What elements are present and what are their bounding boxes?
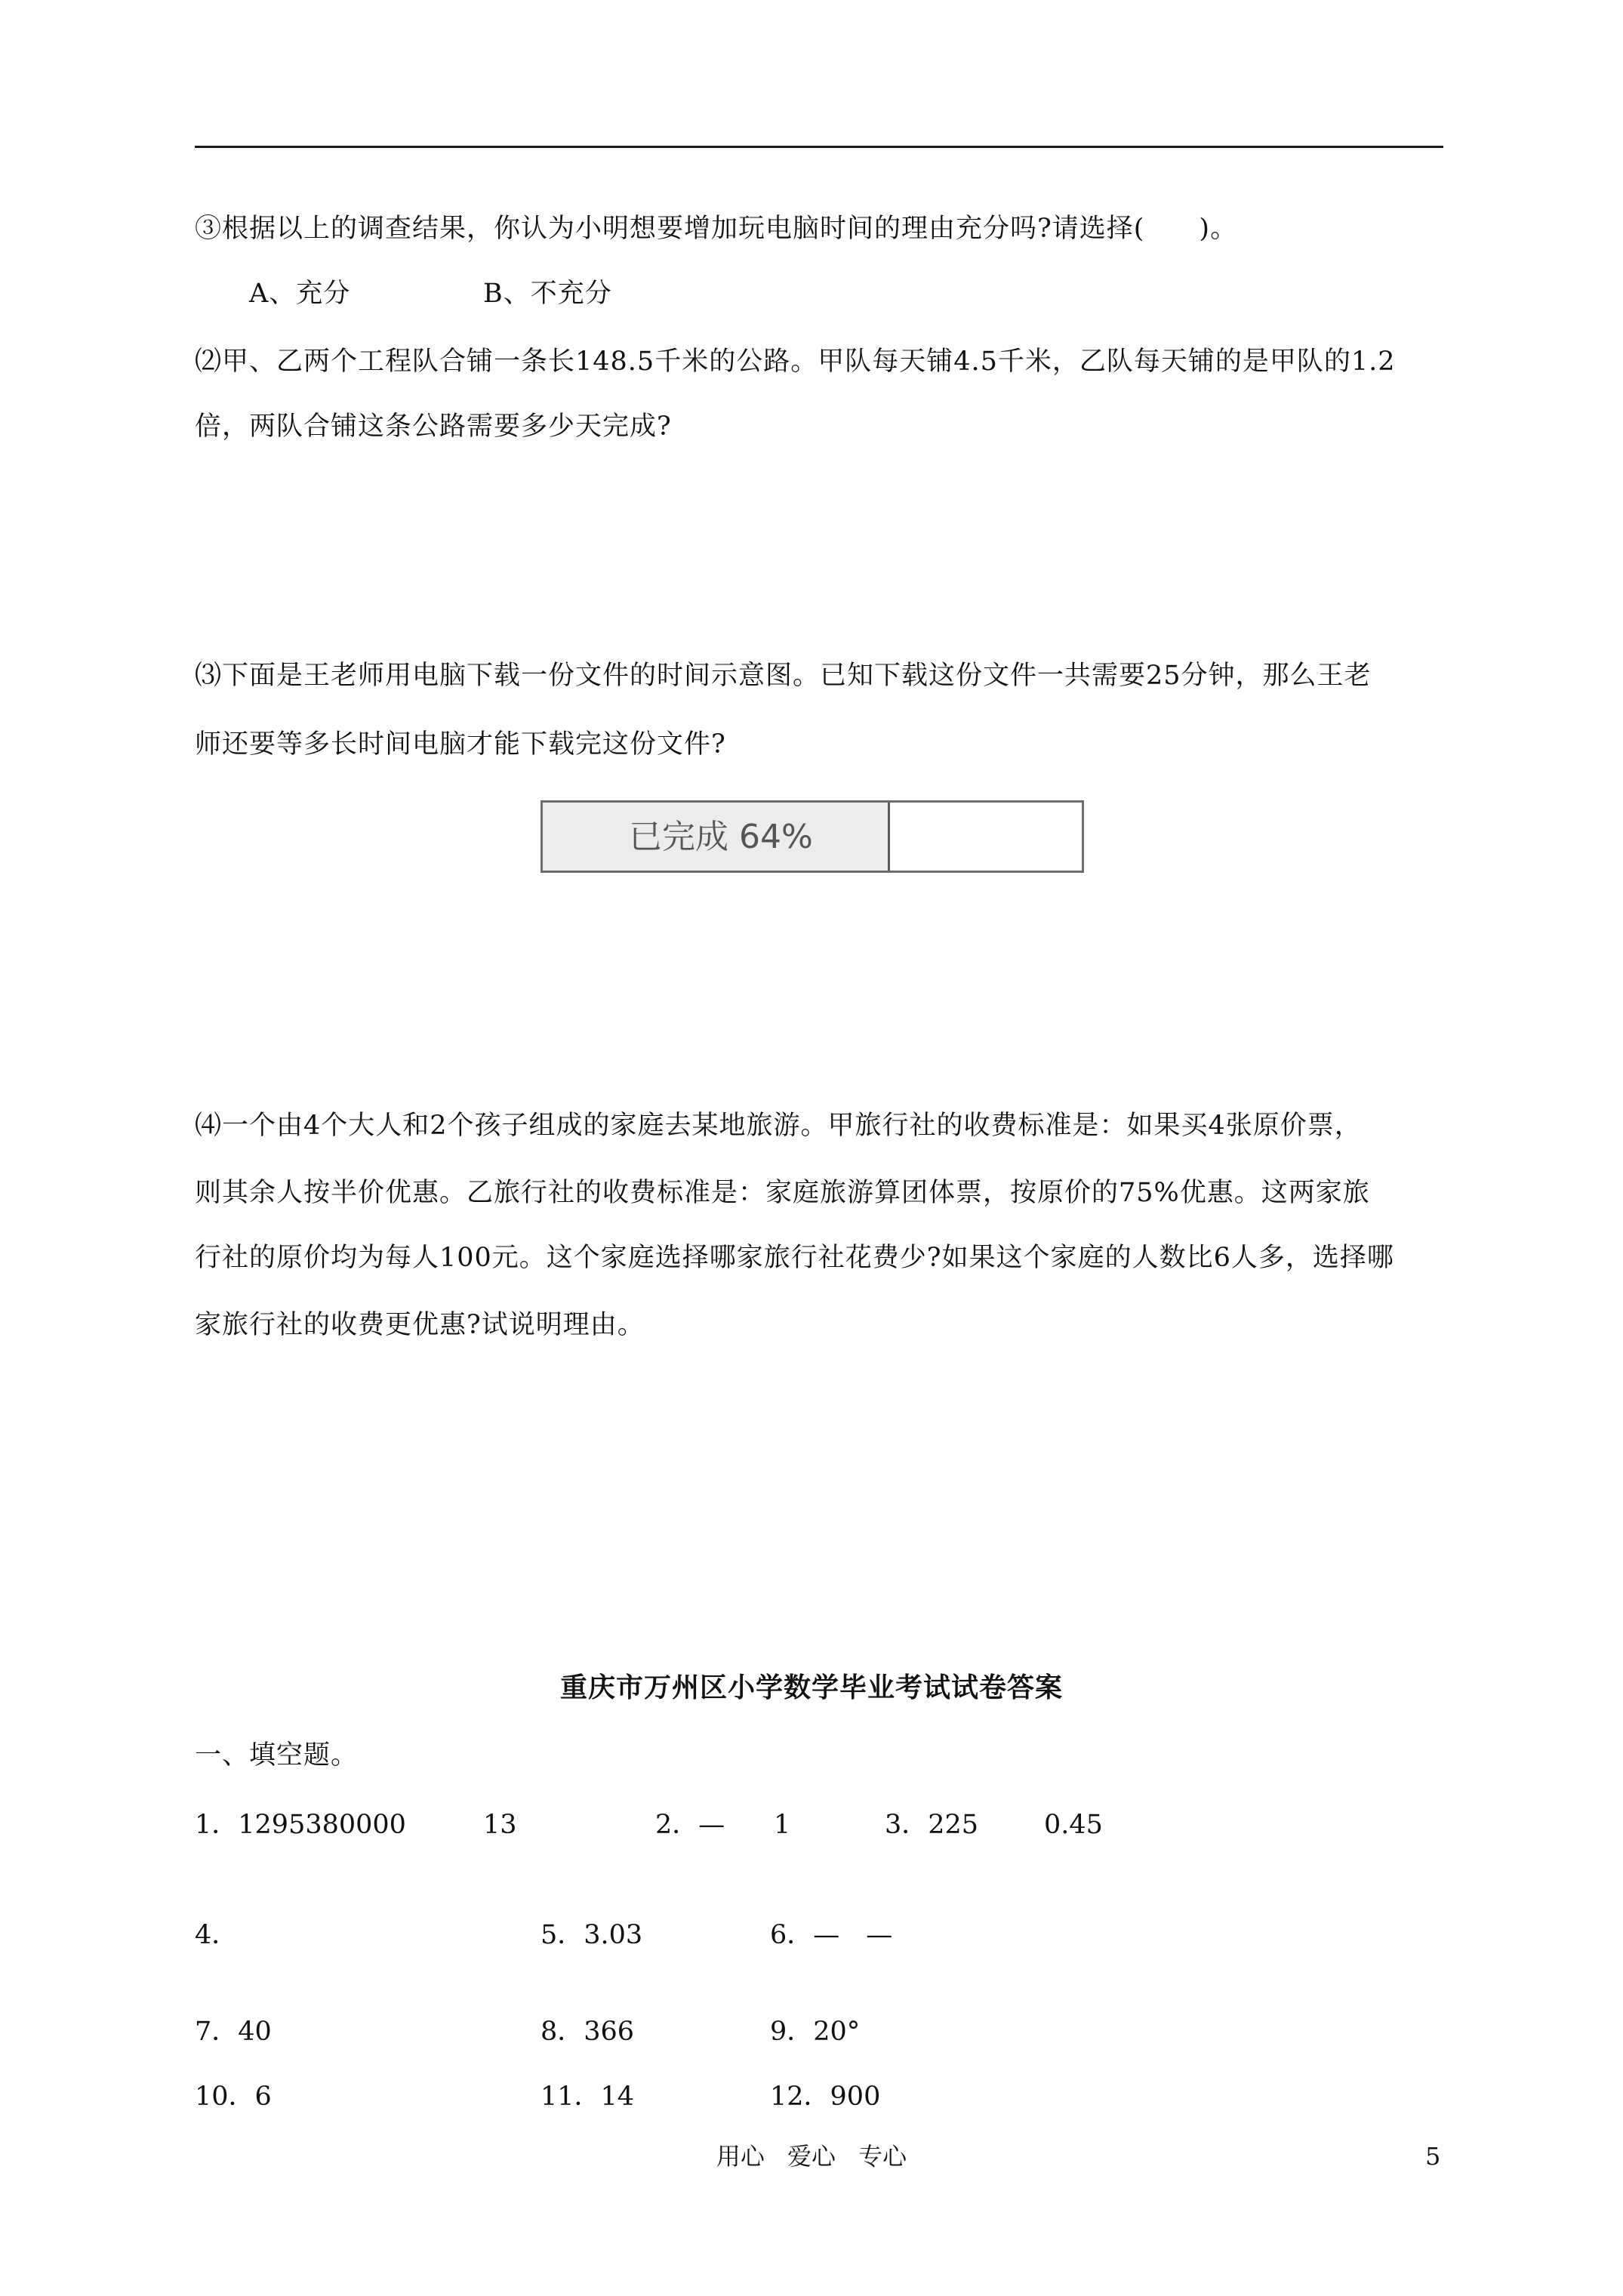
question-4-line-2: 则其余人按半价优惠。乙旅行社的收费标准是：家庭旅游算团体票，按原价的75%优惠。这两家旅 — [195, 1178, 1370, 1208]
answer-10: 10．6 — [195, 2082, 272, 2112]
answer-1b: 13 — [483, 1810, 517, 1840]
question-4-line-3: 行社的原价均为每人100元。这个家庭选择哪家旅行社花费少?如果这个家庭的人数比6人多，选择哪 — [195, 1243, 1394, 1273]
page-number: 5 — [1425, 2142, 1441, 2171]
header-rule — [195, 146, 1443, 148]
answer-2b: 1 — [774, 1810, 791, 1840]
download-progress-figure — [540, 800, 1084, 873]
question-3-line-1: ⑶下面是王老师用电脑下载一份文件的时间示意图。已知下载这份文件一共需要25分钟，那么王老 — [195, 661, 1372, 691]
option-b: B、不充分 — [483, 279, 612, 309]
section-1-heading: 一、填空题。 — [195, 1740, 359, 1771]
answer-5: 5．3.03 — [540, 1920, 643, 1950]
answer-3b: 0.45 — [1044, 1810, 1103, 1840]
question-sub3: ③根据以上的调查结果，你认为小明想要增加玩电脑时间的理由充分吗?请选择( )。 — [195, 214, 1238, 244]
answer-7: 7．40 — [195, 2017, 272, 2047]
answer-4: 4． — [195, 1920, 239, 1950]
progress-label: 已完成 64% — [629, 818, 813, 856]
answer-1: 1．1295380000 — [195, 1810, 406, 1840]
answer-8: 8．366 — [540, 2017, 635, 2047]
answer-11: 11．14 — [540, 2082, 635, 2112]
question-3-line-2: 师还要等多长时间电脑才能下载完这份文件? — [195, 729, 726, 760]
question-4-line-4: 家旅行社的收费更优惠?试说明理由。 — [195, 1310, 645, 1340]
question-2-line-1: ⑵甲、乙两个工程队合铺一条长148.5千米的公路。甲队每天铺4.5千米，乙队每天铺的是甲队的1.2 — [195, 347, 1396, 377]
answer-2: 2．— — [655, 1810, 725, 1840]
question-2-line-2: 倍，两队合铺这条公路需要多少天完成? — [195, 411, 672, 442]
answer-3: 3．225 — [885, 1810, 979, 1840]
answers-title: 重庆市万州区小学数学毕业考试试卷答案 — [559, 1672, 1063, 1703]
answer-6: 6．— — — [770, 1920, 893, 1950]
footer-motto: 用心 爱心 专心 — [716, 2142, 907, 2171]
answer-12: 12．900 — [770, 2082, 881, 2112]
question-4-line-1: ⑷一个由4个大人和2个孩子组成的家庭去某地旅游。甲旅行社的收费标准是：如果买4张原价票， — [195, 1111, 1362, 1141]
answer-9: 9．20° — [770, 2017, 861, 2047]
option-a: A、充分 — [249, 279, 351, 309]
